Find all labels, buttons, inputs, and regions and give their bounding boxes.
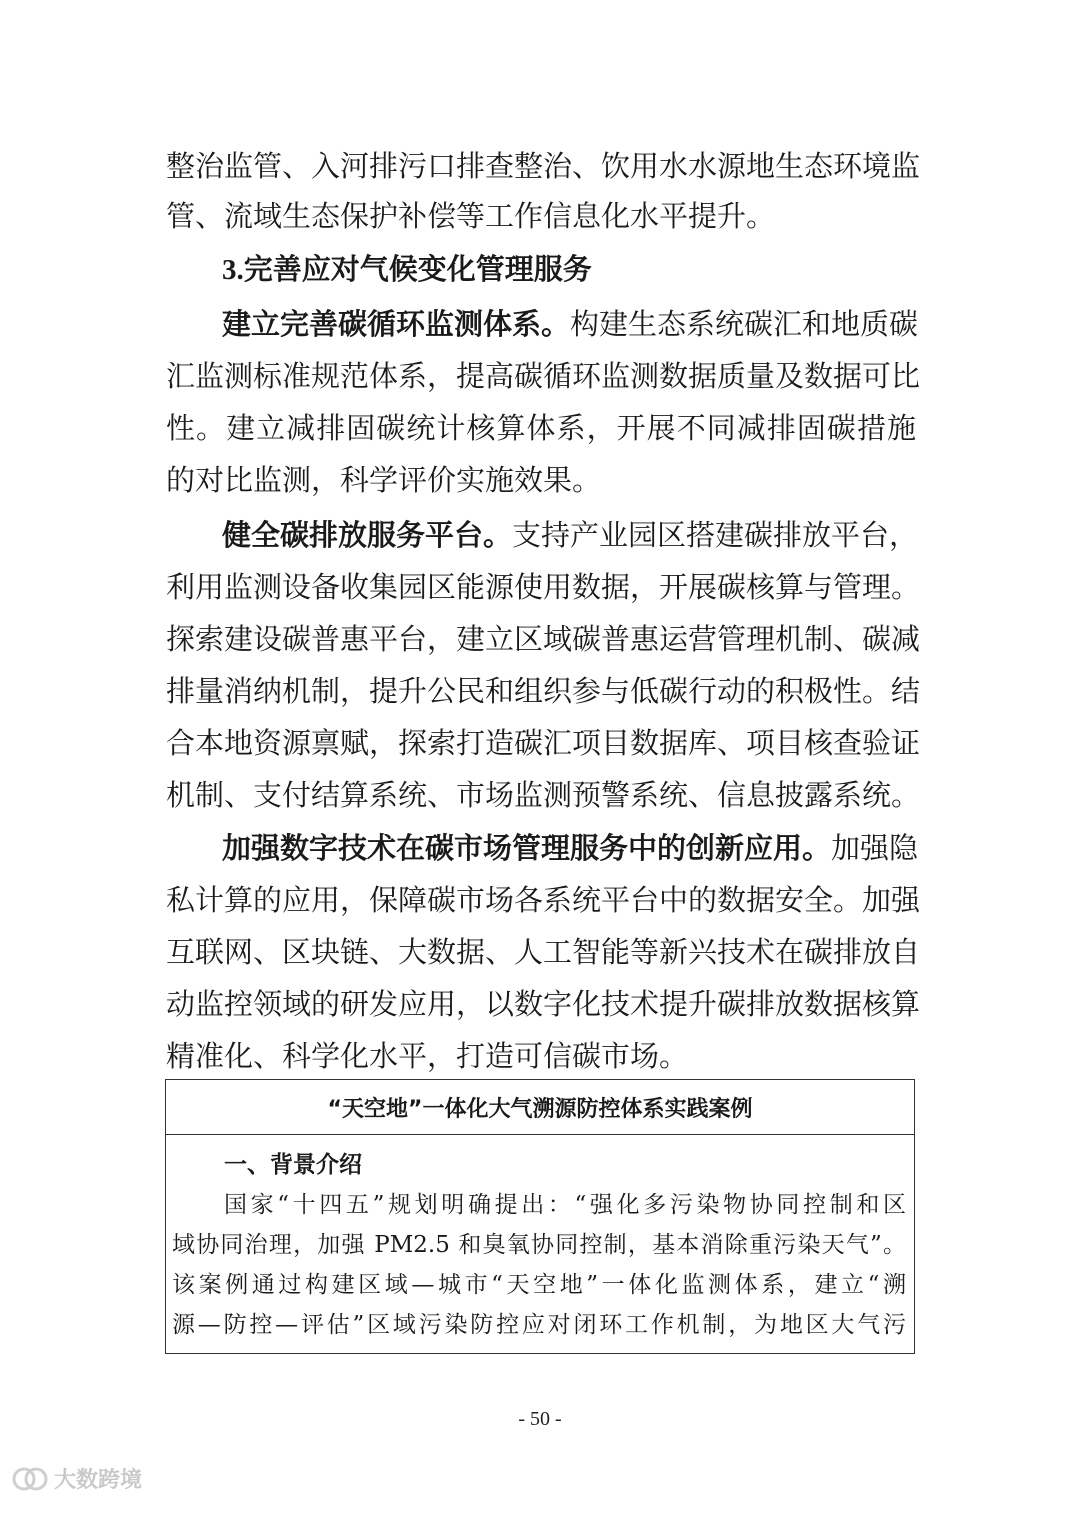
- section-heading: 3.完善应对气候变化管理服务: [222, 254, 592, 286]
- paragraph-1-lead: 建立完善碳循环监测体系。: [222, 307, 571, 341]
- paragraph-2-text: 支持产业园区搭建碳排放平台，: [512, 518, 919, 552]
- paragraph-3-line-1: [222, 830, 919, 866]
- paragraph-3-text: 加强隐: [831, 831, 919, 865]
- body-text-line: 私计算的应用，保障碳市场各系统平台中的数据安全。加强: [166, 883, 921, 917]
- body-text-line: 排量消纳机制，提升公民和组织参与低碳行动的积极性。结: [166, 674, 921, 708]
- case-study-text-line: 国家“十四五”规划明确提出：“强化多污染物协同控制和区: [224, 1192, 906, 1218]
- case-study-text-line: 该案例通过构建区域—城市“天空地”一体化监测体系，建立“溯: [172, 1272, 906, 1298]
- body-text-line: 互联网、区块链、大数据、人工智能等新兴技术在碳排放自: [166, 935, 921, 969]
- case-study-title: “天空地”一体化大气溯源防控体系实践案例: [166, 1080, 914, 1135]
- body-text-line: 管、流域生态保护补偿等工作信息化水平提升。: [166, 199, 776, 233]
- body-text-line: 精准化、科学化水平，打造可信碳市场。: [166, 1039, 689, 1073]
- paragraph-1-text: 构建生态系统碳汇和地质碳: [570, 307, 919, 341]
- body-text-line: 整治监管、入河排污口排查整治、饮用水水源地生态环境监: [166, 149, 921, 183]
- body-text-line: 汇监测标准规范体系，提高碳循环监测数据质量及数据可比: [166, 359, 921, 393]
- paragraph-2-line-1: [222, 517, 919, 553]
- body-text-line: 的对比监测，科学评价实施效果。: [166, 463, 602, 497]
- body-text-line: 性。建立减排固碳统计核算体系，开展不同减排固碳措施: [166, 411, 916, 445]
- case-study-text-line: 域协同治理，加强 PM2.5 和臭氧协同控制，基本消除重污染天气”。: [172, 1232, 906, 1258]
- watermark: [10, 1463, 142, 1494]
- body-text-line: 合本地资源禀赋，探索打造碳汇项目数据库、项目核查验证: [166, 726, 921, 760]
- paragraph-1-line-1: [222, 306, 919, 342]
- case-study-subheading: 一、背景介绍: [224, 1151, 362, 1178]
- body-text-line: 机制、支付结算系统、市场监测预警系统、信息披露系统。: [166, 778, 921, 812]
- body-text-line: 探索建设碳普惠平台，建立区域碳普惠运营管理机制、碳减: [166, 622, 921, 656]
- watermark-text: 大数跨境: [54, 1468, 143, 1493]
- case-study-box: [165, 1079, 915, 1354]
- paragraph-2-lead: 健全碳排放服务平台。: [222, 518, 513, 552]
- body-text-line: 动监控领域的研发应用，以数字化技术提升碳排放数据核算: [166, 987, 921, 1021]
- paragraph-3-lead: 加强数字技术在碳市场管理服务中的创新应用。: [222, 831, 832, 865]
- body-text-line: 利用监测设备收集园区能源使用数据，开展碳核算与管理。: [166, 570, 921, 604]
- page-number: - 50 -: [518, 1408, 562, 1430]
- watermark-logo-icon: [10, 1464, 50, 1494]
- case-study-text-line: 源—防控—评估”区域污染防控应对闭环工作机制，为地区大气污: [172, 1312, 906, 1338]
